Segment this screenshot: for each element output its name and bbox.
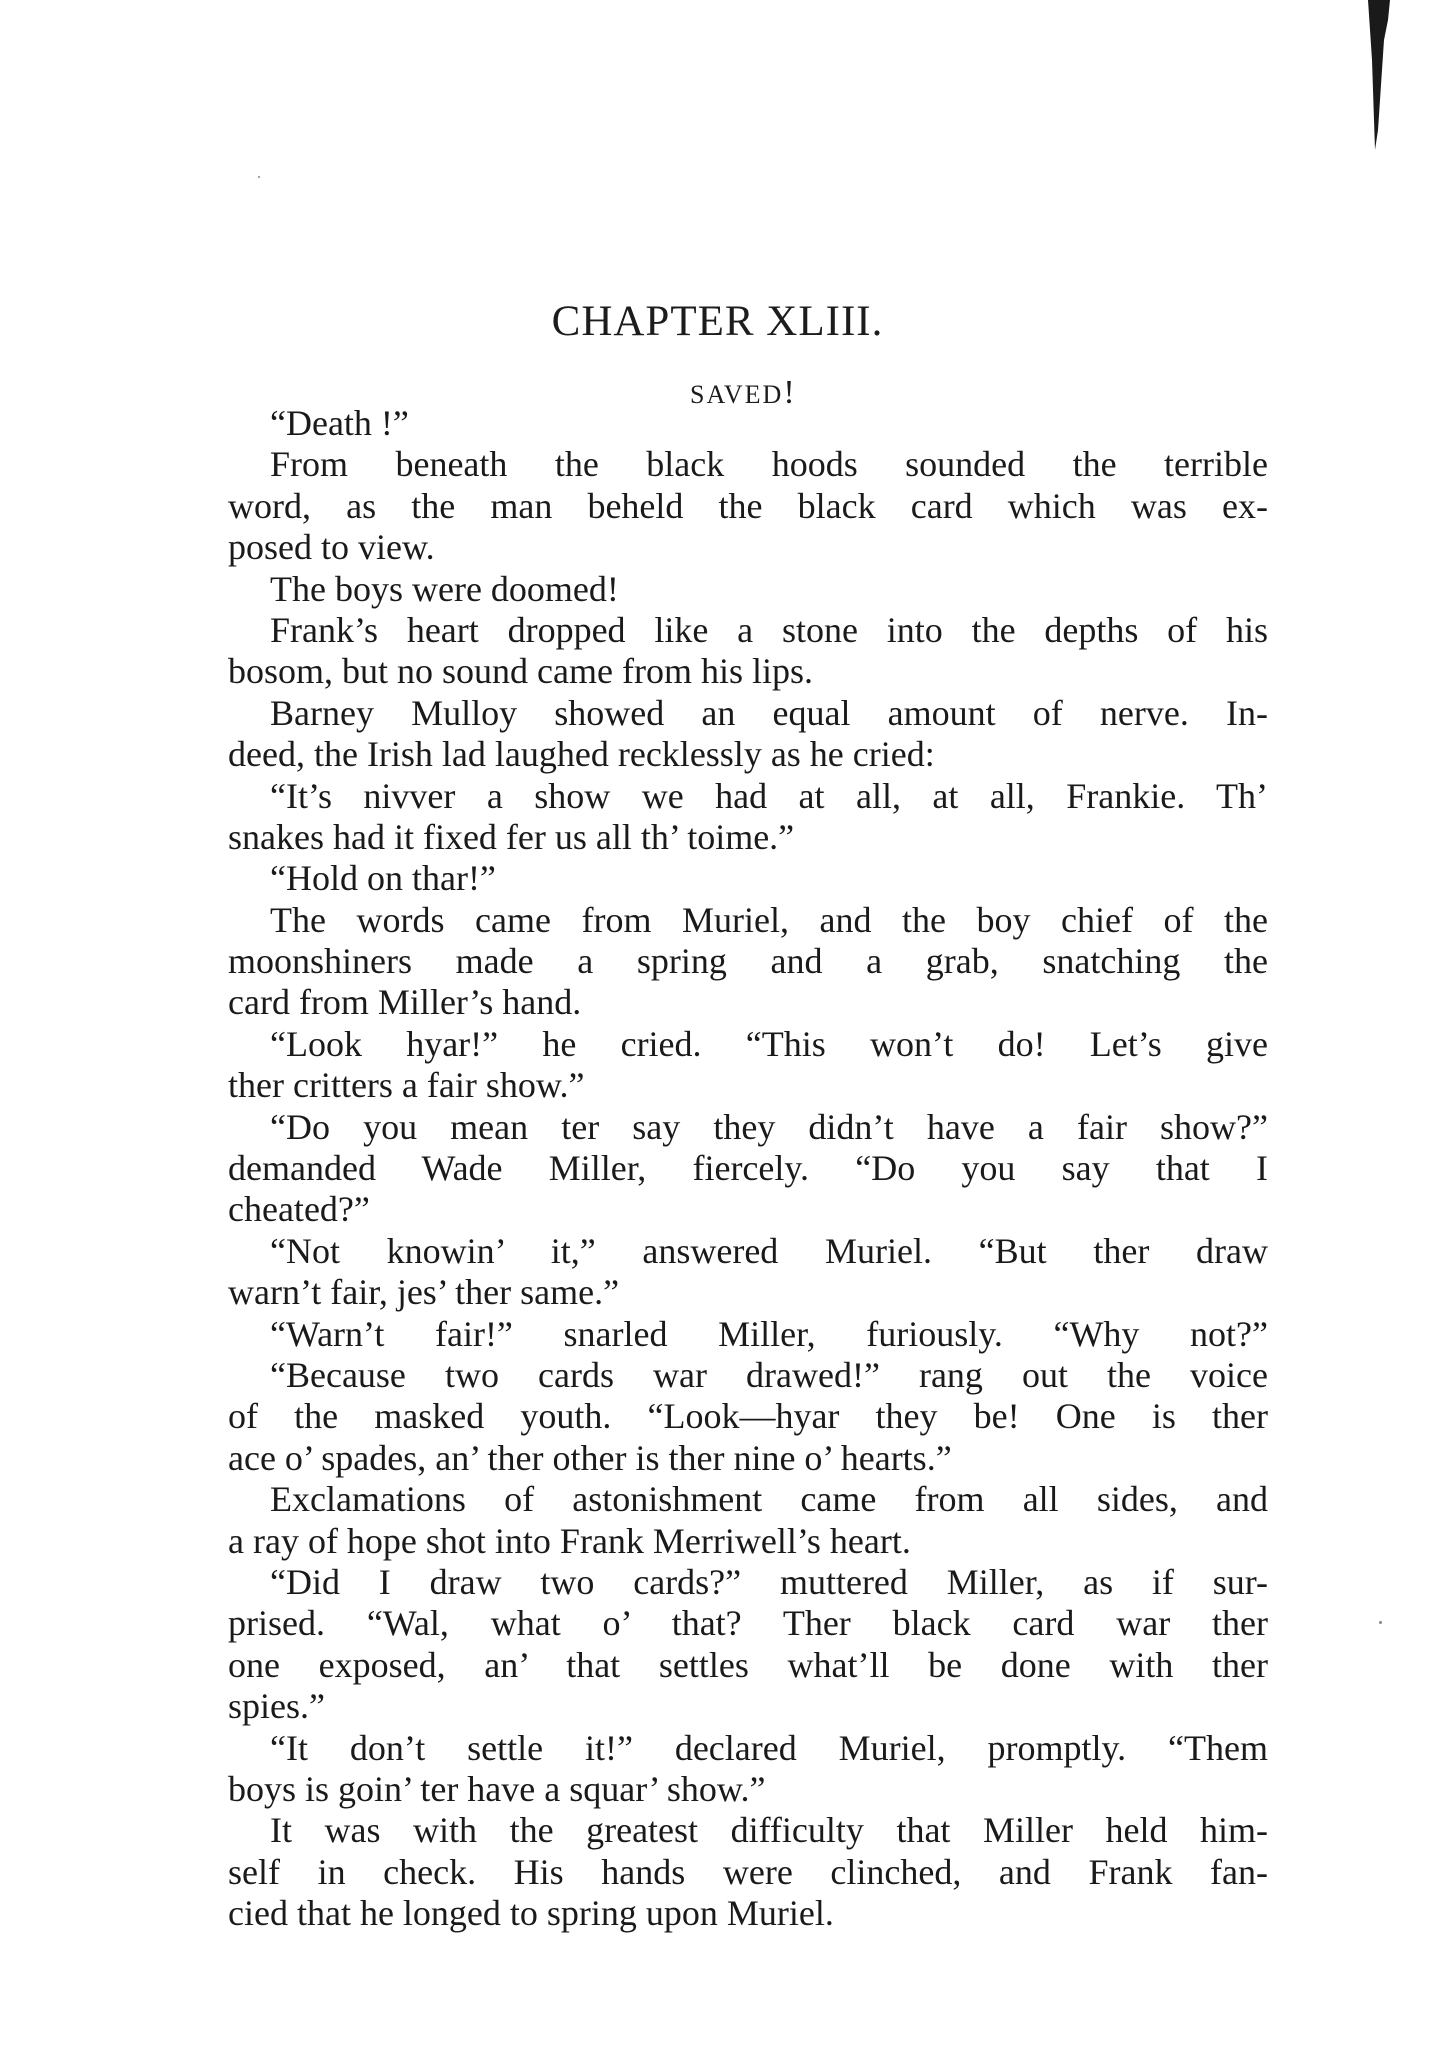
text-line: Barney Mulloy showed an equal amount of nerve. In-	[270, 692, 1268, 733]
text-line: bosom, but no sound came from his lips.	[228, 651, 813, 692]
text-line: word, as the man beheld the black card which was ex-	[228, 485, 1268, 526]
text-line: spies.”	[228, 1686, 325, 1727]
chapter-subtitle-mark: !	[783, 374, 795, 411]
text-line: Exclamations of astonishment came from all sides, and	[270, 1479, 1268, 1520]
text-line: Frank’s heart dropped like a stone into the depths of his	[270, 609, 1268, 650]
text-line: “Did I draw two cards?” muttered Miller, as if sur-	[270, 1561, 1268, 1602]
text-line: moonshiners made a spring and a grab, snatching the	[228, 941, 1268, 982]
text-line: “It’s nivver a show we had at all, at all, Frankie. Th’	[270, 775, 1268, 816]
text-line: deed, the Irish lad laughed recklessly as he cried:	[228, 734, 935, 775]
page-edge-scan-mark	[1368, 0, 1390, 150]
text-line: card from Miller’s hand.	[228, 982, 582, 1023]
text-line: The boys were doomed!	[270, 568, 619, 609]
text-line: “Do you mean ter say they didn’t have a fair show?”	[270, 1106, 1268, 1147]
text-line: self in check. His hands were clinched, and Frank fan-	[228, 1851, 1268, 1892]
text-line: cied that he longed to spring upon Muriel.	[228, 1893, 834, 1934]
text-line: snakes had it fixed fer us all th’ toime.”	[228, 816, 795, 857]
chapter-body-text	[228, 403, 1268, 1934]
chapter-title: CHAPTER XLIII.	[551, 298, 884, 345]
text-line: a ray of hope shot into Frank Merriwell’s heart.	[228, 1520, 911, 1561]
chapter-subtitle-word: SAVED	[690, 380, 784, 409]
text-line: The words came from Muriel, and the boy chief of the	[270, 899, 1268, 940]
text-line: ther critters a fair show.”	[228, 1065, 585, 1106]
text-line: “Not knowin’ it,” answered Muriel. “But ther draw	[270, 1230, 1268, 1271]
scan-speck	[1379, 1621, 1382, 1624]
text-line: It was with the greatest difficulty that Miller held him-	[270, 1810, 1268, 1851]
text-line: ace o’ spades, an’ ther other is ther nine o’ hearts.”	[228, 1437, 952, 1478]
text-line: From beneath the black hoods sounded the terrible	[270, 444, 1268, 485]
text-line: “Warn’t fair!” snarled Miller, furiously. “Why not?”	[270, 1313, 1268, 1354]
text-line: of the masked youth. “Look—hyar they be! One is ther	[228, 1396, 1268, 1437]
text-line: boys is goin’ ter have a squar’ show.”	[228, 1768, 766, 1809]
text-line: demanded Wade Miller, fiercely. “Do you say that I	[228, 1148, 1268, 1189]
text-line: warn’t fair, jes’ ther same.”	[228, 1272, 620, 1313]
text-line: “Hold on thar!”	[270, 858, 496, 899]
text-line: “Look hyar!” he cried. “This won’t do! Let’s give	[270, 1023, 1268, 1064]
text-line: prised. “Wal, what o’ that? Ther black card war ther	[228, 1603, 1268, 1644]
text-line: posed to view.	[228, 527, 435, 568]
scan-speck	[258, 176, 260, 178]
text-line: “Because two cards war drawed!” rang out the voice	[270, 1354, 1268, 1395]
text-line: “Death !”	[270, 403, 409, 443]
text-line: “It don’t settle it!” declared Muriel, promptly. “Them	[270, 1727, 1268, 1768]
text-line: one exposed, an’ that settles what’ll be done with ther	[228, 1644, 1268, 1685]
text-line: cheated?”	[228, 1189, 370, 1230]
